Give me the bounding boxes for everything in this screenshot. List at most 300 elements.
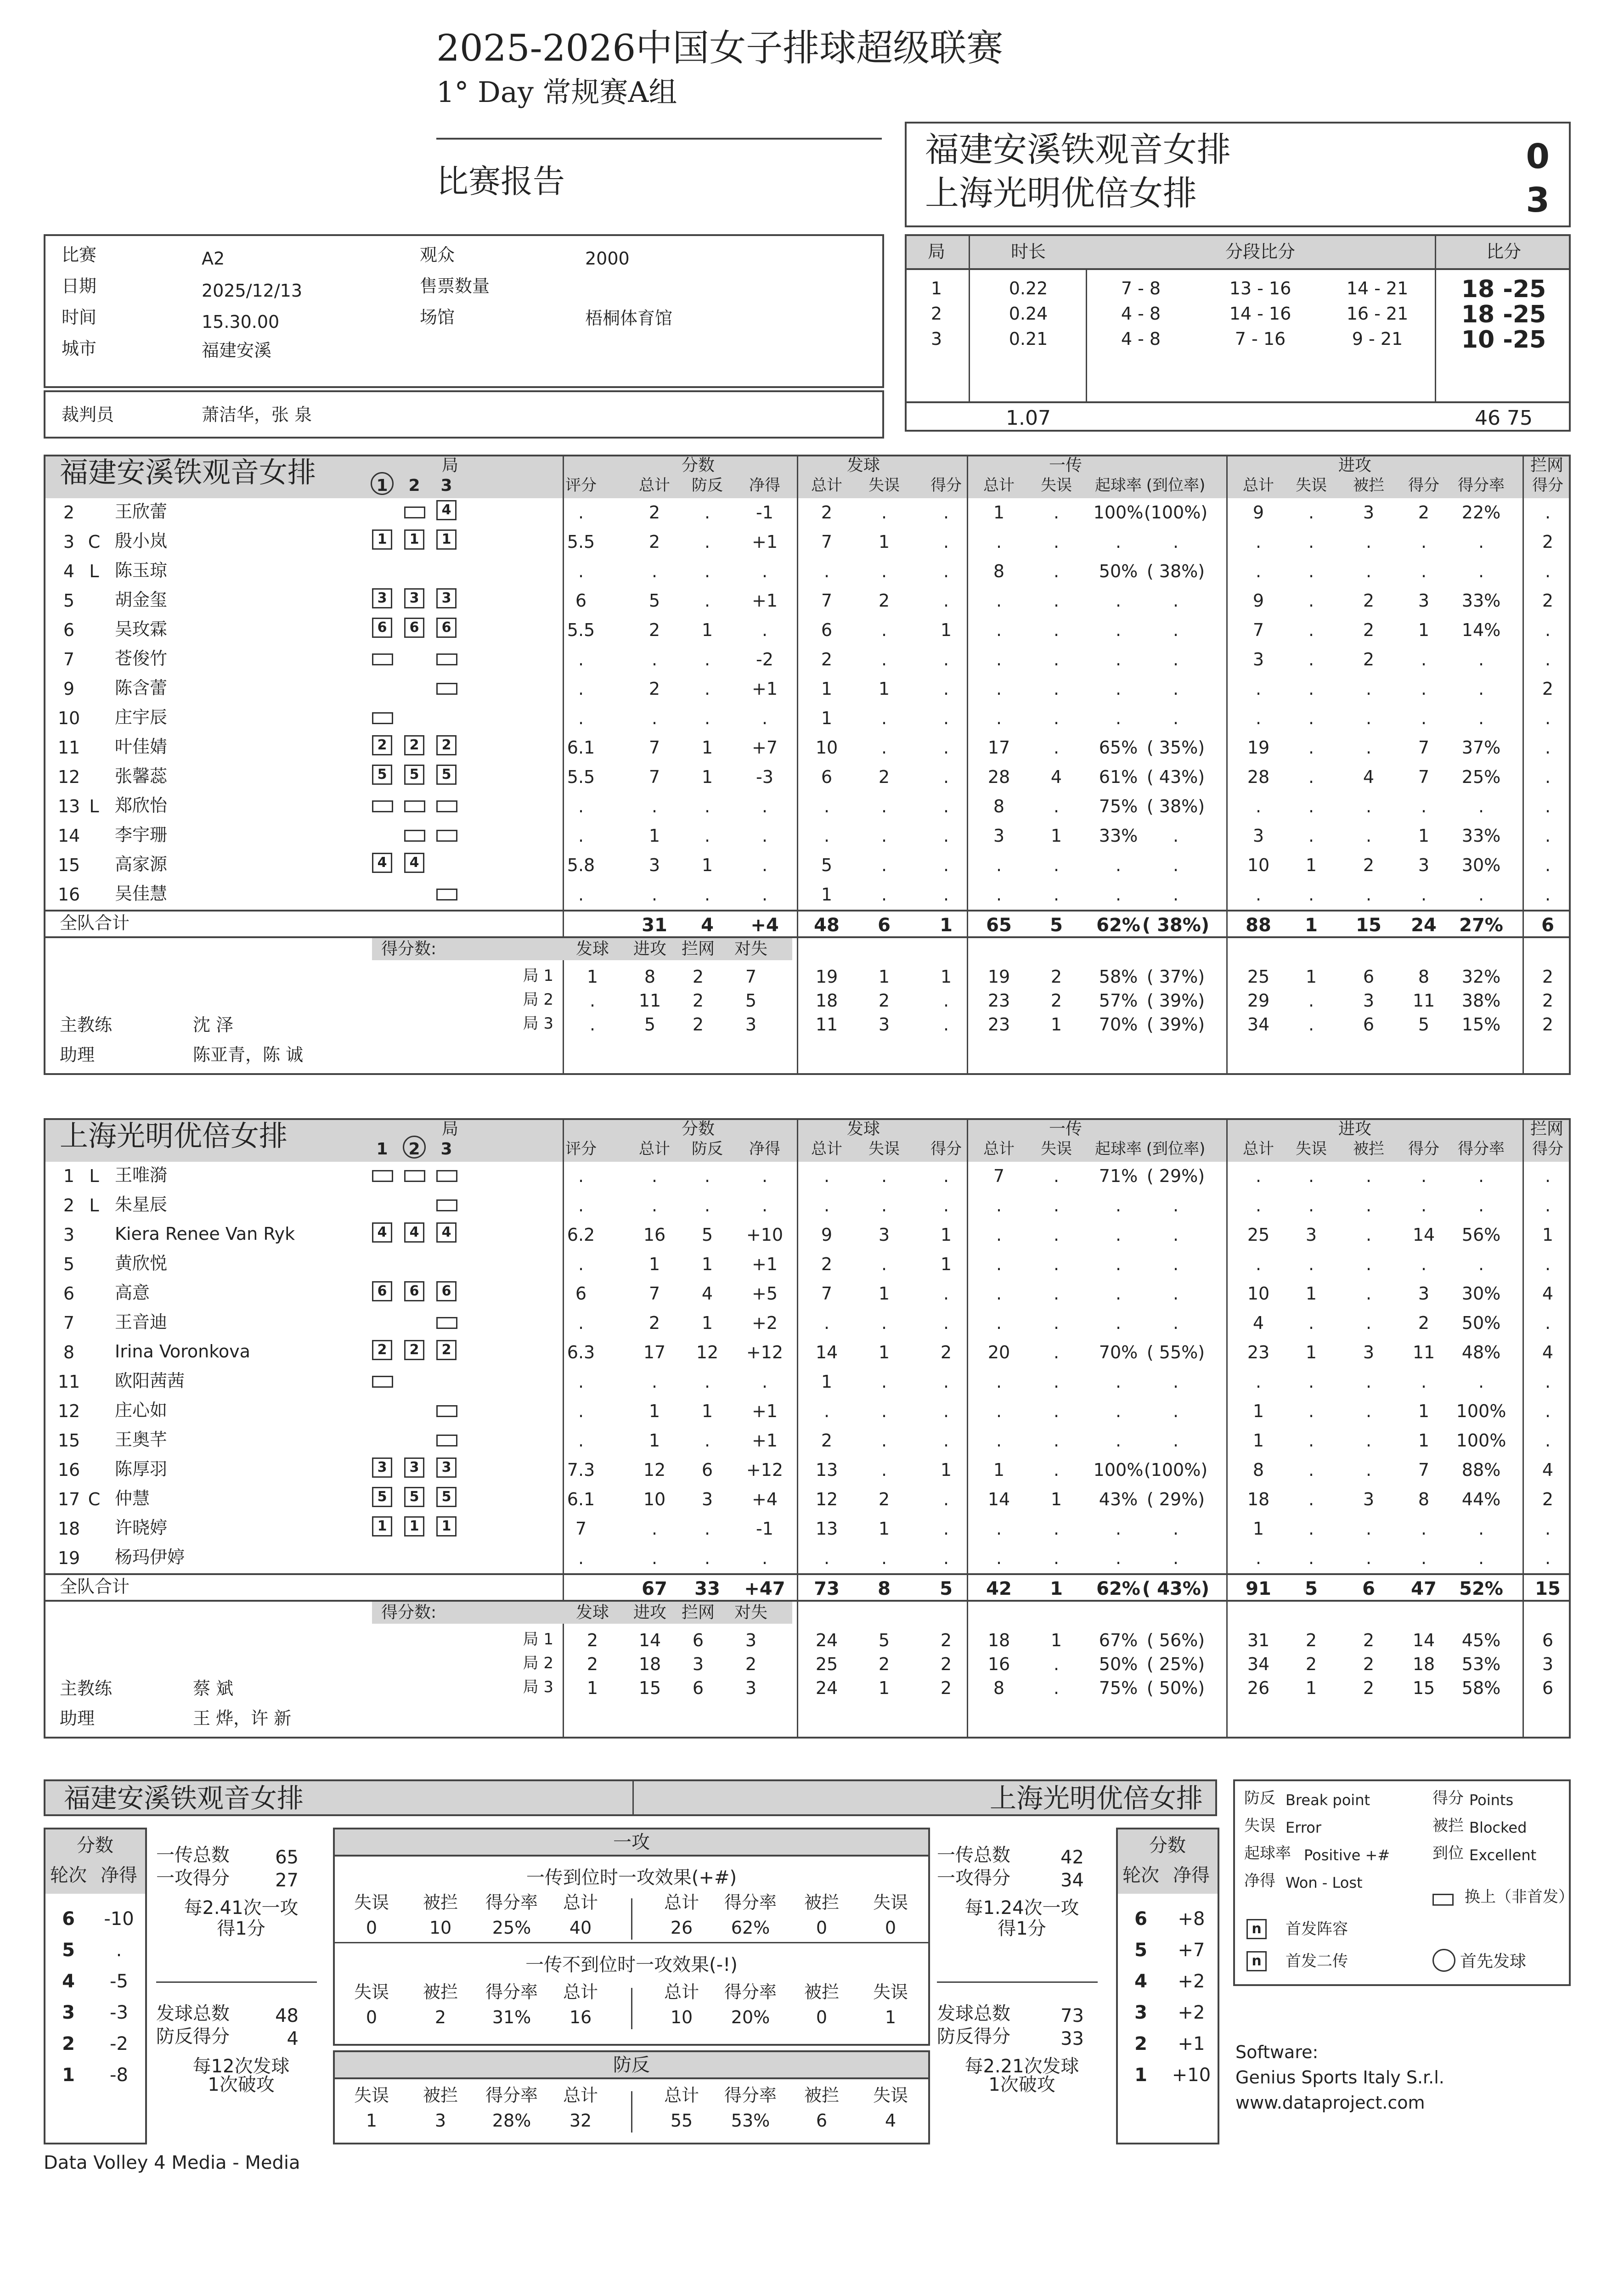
stat-cell: . xyxy=(1053,532,1060,552)
stat-cell: . xyxy=(1115,532,1122,552)
rotation-net: . xyxy=(116,1940,122,1961)
stat-cell: 33% xyxy=(1461,591,1501,611)
set-stat-cell: 18 xyxy=(1412,1654,1435,1674)
stat-cell: 7 xyxy=(575,1519,587,1539)
stat-cell: . xyxy=(1545,502,1551,523)
stat-cell: 7 xyxy=(821,591,833,611)
stat-cell: . xyxy=(704,708,710,728)
stat-cell: . xyxy=(943,767,949,787)
stat-cell: 7 xyxy=(993,1166,1005,1186)
column-header: 总计 xyxy=(1243,1140,1274,1158)
stat-cell: 25 xyxy=(1247,1225,1270,1245)
referees-value: 萧洁华，张 泉 xyxy=(202,405,312,425)
mid-cell: 28% xyxy=(492,2110,531,2131)
stat-cell: 12 xyxy=(643,1460,666,1480)
stat-cell: . xyxy=(1053,1519,1060,1539)
away-serve-ratio: 每2.21次发球 xyxy=(964,2056,1079,2077)
set-stat-cell: . xyxy=(1053,1678,1060,1698)
stat-cell: 1 xyxy=(1252,1401,1264,1421)
stat-cell: . xyxy=(1365,1166,1372,1186)
stat-cell: . xyxy=(1053,649,1060,670)
stat-cell: 6.1 xyxy=(567,1489,595,1509)
team-total-cell: 6 xyxy=(878,915,891,936)
stat-cell: . xyxy=(1308,532,1314,552)
stat-cell: 14% xyxy=(1461,620,1501,640)
home-table-frame xyxy=(44,455,1571,1075)
legend-abbr: 到位 xyxy=(1432,1844,1464,1863)
substitution-marker xyxy=(372,1376,393,1388)
set-col-number: 2 xyxy=(408,1140,420,1159)
stat-cell: 17 xyxy=(987,737,1010,758)
group-attack: 进攻 xyxy=(1338,1120,1372,1138)
stat-cell: 5.8 xyxy=(567,855,595,875)
team-total-cell: 73 xyxy=(814,1578,840,1599)
legend-abbr: 被拦 xyxy=(1432,1817,1464,1835)
set-stat-cell: ( 25%) xyxy=(1146,1654,1205,1674)
legend-desc: Break point xyxy=(1286,1791,1370,1809)
match-code: A2 xyxy=(202,248,225,269)
score-by-cell: 6 xyxy=(692,1630,704,1650)
column-header: 得分率 xyxy=(1458,476,1505,495)
score-by-cell: 7 xyxy=(745,967,757,987)
mid-col-header: 被拦 xyxy=(804,2085,840,2105)
venue-value: 梧桐体育馆 xyxy=(585,308,673,328)
set-stat-cell: 1 xyxy=(1305,1678,1317,1698)
starting-position-box: 1 xyxy=(436,1516,457,1536)
stat-cell: 1 xyxy=(648,1254,660,1274)
score-by-col: 进攻 xyxy=(633,1603,667,1622)
stat-cell: 14 xyxy=(987,1489,1010,1509)
set-partial-1: 4 - 8 xyxy=(1121,304,1161,324)
rotation-number: 2 xyxy=(62,2033,75,2054)
stat-cell: 75% xyxy=(1099,796,1138,816)
fa-title: 一攻 xyxy=(613,1832,650,1853)
stat-cell: . xyxy=(881,826,887,846)
stat-cell: . xyxy=(1365,1313,1372,1333)
mid-cell: 1 xyxy=(885,2007,897,2027)
player-name: 王奥芊 xyxy=(115,1429,168,1450)
score-by-cell: 15 xyxy=(638,1678,661,1698)
stat-cell: . xyxy=(578,884,584,905)
stat-cell: . xyxy=(943,708,949,728)
stat-cell: 30% xyxy=(1461,1283,1501,1304)
set-stat-cell: 2 xyxy=(940,1678,952,1698)
stat-cell: 20 xyxy=(987,1342,1010,1362)
set-stat-cell: 15 xyxy=(1412,1678,1435,1698)
stat-cell: . xyxy=(704,532,710,552)
legend-n2-box: n xyxy=(1246,1951,1267,1971)
score-by-cell: 6 xyxy=(692,1678,704,1698)
stat-cell: . xyxy=(1173,532,1179,552)
set-stat-cell: 26 xyxy=(1247,1678,1270,1698)
player-name: 庄心如 xyxy=(115,1400,168,1420)
stat-cell: . xyxy=(1173,1401,1179,1421)
mid-cell: 6 xyxy=(816,2110,828,2131)
stat-cell: . xyxy=(761,1195,768,1216)
stat-cell: +4 xyxy=(751,1489,778,1509)
stat-cell: . xyxy=(881,1430,887,1451)
score-by-cell: 11 xyxy=(638,990,661,1011)
stat-cell: . xyxy=(1545,855,1551,875)
mid-col-header: 失误 xyxy=(354,1982,389,2002)
stat-cell: . xyxy=(1255,679,1262,699)
score-by-cell: 8 xyxy=(644,967,656,987)
rotation-net: -10 xyxy=(104,1908,134,1930)
stat-cell: 1 xyxy=(878,1342,890,1362)
away-rec-ratio: 每1.24次一攻 xyxy=(964,1897,1079,1919)
set-stat-cell: 8 xyxy=(993,1678,1005,1698)
stat-cell: 4 xyxy=(1542,1283,1554,1304)
team-total-label: 全队合计 xyxy=(60,913,130,933)
column-header: 失误 xyxy=(1296,1140,1327,1158)
stat-cell: 8 xyxy=(1418,1489,1430,1509)
stat-cell: 7 xyxy=(1252,620,1264,640)
player-name: 王欣蕾 xyxy=(115,501,168,522)
stat-cell: . xyxy=(881,1166,887,1186)
legend-abbr: 净得 xyxy=(1244,1872,1275,1890)
mid-cell: 26 xyxy=(670,1918,693,1938)
mid-divider xyxy=(631,1988,632,2029)
stat-cell: . xyxy=(996,1225,1002,1245)
stat-cell: . xyxy=(881,796,887,816)
team-total-cell: ( 43%) xyxy=(1142,1578,1210,1599)
substitution-marker xyxy=(436,1435,457,1446)
stat-cell: 2 xyxy=(648,502,660,523)
stat-cell: 6.3 xyxy=(567,1342,595,1362)
stat-cell: . xyxy=(1308,1195,1314,1216)
stat-cell: . xyxy=(578,679,584,699)
away-rec-total-label: 一传总数 xyxy=(937,1845,1010,1866)
set-stat-cell: 34 xyxy=(1247,1014,1270,1035)
set-stat-cell: 18 xyxy=(815,990,838,1011)
home-serve-total: 48 xyxy=(275,2005,299,2026)
stat-cell: 100% xyxy=(1456,1401,1506,1421)
starting-position-box: 5 xyxy=(372,1487,392,1507)
coach-label: 主教练 xyxy=(60,1678,113,1699)
rotation-number: 5 xyxy=(62,1940,75,1961)
stat-cell: ( 29%) xyxy=(1146,1489,1205,1509)
player-name: 吴佳慧 xyxy=(115,884,168,904)
stat-cell: . xyxy=(651,708,658,728)
stat-cell: +10 xyxy=(746,1225,784,1245)
column-header: 失误 xyxy=(1041,476,1072,495)
stat-cell: . xyxy=(1308,826,1314,846)
stat-cell: . xyxy=(881,1195,887,1216)
starting-position-box: 5 xyxy=(436,765,457,785)
set-stat-cell: 50% xyxy=(1099,1654,1138,1674)
stat-cell: . xyxy=(996,620,1002,640)
team-total-cell: 67 xyxy=(642,1578,667,1599)
stat-cell: . xyxy=(823,1166,830,1186)
score-by-cell: 14 xyxy=(638,1630,661,1650)
stat-cell: 1 xyxy=(940,1225,952,1245)
set-partial-3: 14 - 21 xyxy=(1346,278,1409,298)
stat-cell: 10 xyxy=(815,737,838,758)
set-stat-cell: . xyxy=(1308,990,1314,1011)
rotation-number: 1 xyxy=(1134,2065,1147,2086)
set-stat-cell: 3 xyxy=(1542,1654,1554,1674)
stat-cell: +1 xyxy=(751,1254,778,1274)
home-team-name: 福建安溪铁观音女排 xyxy=(925,130,1231,169)
stat-cell: . xyxy=(1053,708,1060,728)
stat-cell: . xyxy=(823,1401,830,1421)
stat-cell: . xyxy=(943,1166,949,1186)
rotation-net: +7 xyxy=(1178,1940,1205,1961)
starting-position-box: 3 xyxy=(436,1458,457,1478)
player-number: 7 xyxy=(63,1313,75,1333)
score-by-col: 对失 xyxy=(734,1603,768,1622)
away-serve-total-label: 发球总数 xyxy=(937,2003,1010,2024)
stat-cell: . xyxy=(1053,1166,1060,1186)
stat-cell: . xyxy=(578,826,584,846)
set-stat-cell: 1 xyxy=(1050,1014,1062,1035)
score-by-cell: 2 xyxy=(745,1654,757,1674)
stat-cell: 9 xyxy=(1252,502,1264,523)
stat-cell: 1 xyxy=(648,1430,660,1451)
report-title: 比赛报告 xyxy=(436,163,565,200)
team-total-cell: 4 xyxy=(701,915,714,936)
stat-cell: +1 xyxy=(751,591,778,611)
home-rot-sub1: 轮次 xyxy=(50,1865,87,1886)
stat-cell: . xyxy=(1308,1548,1314,1568)
stat-cell: 1 xyxy=(701,1254,713,1274)
home-rotation-box xyxy=(44,1828,147,2144)
stat-cell: . xyxy=(578,708,584,728)
stat-cell: 7 xyxy=(648,1283,660,1304)
stat-cell: 50% xyxy=(1461,1313,1501,1333)
starting-position-box: 1 xyxy=(404,529,424,550)
stat-cell: . xyxy=(943,649,949,670)
ca-title: 防反 xyxy=(613,2054,650,2076)
mid-col-header: 被拦 xyxy=(423,1892,458,1913)
stat-cell: 2 xyxy=(821,1430,833,1451)
stat-cell: . xyxy=(1421,1195,1427,1216)
column-header: 总计 xyxy=(1243,476,1274,495)
stat-cell: . xyxy=(704,679,710,699)
stat-cell: -1 xyxy=(756,1519,773,1539)
stat-cell: . xyxy=(1478,796,1484,816)
stat-cell: 1 xyxy=(821,884,833,905)
stat-cell: . xyxy=(1115,620,1122,640)
starting-position-box: 2 xyxy=(404,735,424,755)
stat-cell: 2 xyxy=(1542,1489,1554,1509)
column-header: 得分 xyxy=(930,476,962,495)
stat-cell: . xyxy=(881,855,887,875)
set-stat-cell: 58% xyxy=(1461,1678,1501,1698)
stat-cell: . xyxy=(823,1195,830,1216)
group-set: 局 xyxy=(441,1120,459,1138)
mid-col-header: 被拦 xyxy=(423,1982,458,2002)
set-label: 局 3 xyxy=(523,1014,553,1033)
stat-cell: . xyxy=(1053,796,1060,816)
stat-cell: . xyxy=(578,1401,584,1421)
set-stat-cell: 32% xyxy=(1461,967,1501,987)
home-ca: 4 xyxy=(287,2028,299,2049)
set-label: 局 1 xyxy=(523,967,553,985)
starting-position-box: 6 xyxy=(372,1281,392,1301)
stat-cell: . xyxy=(1308,1489,1314,1509)
column-header: 总计 xyxy=(983,1140,1015,1158)
score-by-col: 拦网 xyxy=(681,1603,715,1622)
set-partial-2: 7 - 16 xyxy=(1235,329,1286,349)
starting-position-box: 5 xyxy=(436,1487,457,1507)
set-stat-cell: ( 39%) xyxy=(1146,1014,1205,1035)
stat-cell: 1 xyxy=(701,767,713,787)
column-divider xyxy=(797,1120,798,1737)
stat-cell: . xyxy=(1421,1548,1427,1568)
stat-cell: 1 xyxy=(993,502,1005,523)
stat-cell: . xyxy=(1255,1166,1262,1186)
stat-cell: . xyxy=(1115,1401,1122,1421)
set-label: 局 2 xyxy=(523,990,553,1009)
stat-cell: . xyxy=(761,826,768,846)
team-total-cell: 1 xyxy=(1050,1578,1063,1599)
stat-cell: 3 xyxy=(1418,855,1430,875)
team-total-cell: 52% xyxy=(1459,1578,1503,1599)
stat-cell: . xyxy=(1478,1372,1484,1392)
stat-cell: . xyxy=(1365,1430,1372,1451)
player-number: 7 xyxy=(63,649,75,670)
stat-cell: . xyxy=(1053,1254,1060,1274)
software-line2: Genius Sports Italy S.r.l. xyxy=(1235,2067,1444,2088)
stat-cell: ( 35%) xyxy=(1146,737,1205,758)
set-stat-cell: 75% xyxy=(1099,1678,1138,1698)
stat-cell: ( 38%) xyxy=(1146,796,1205,816)
stat-cell: . xyxy=(1545,1313,1551,1333)
player-name: Irina Voronkova xyxy=(115,1341,250,1362)
team-total-cell: 62% xyxy=(1096,1578,1140,1599)
stat-cell: 16 xyxy=(643,1225,666,1245)
column-header: 失误 xyxy=(1041,1140,1072,1158)
stat-cell: 1 xyxy=(878,1283,890,1304)
set-stat-cell: 2 xyxy=(1542,990,1554,1011)
stat-cell: 1 xyxy=(993,1460,1005,1480)
set-stat-cell: 2 xyxy=(1363,1678,1375,1698)
mid-cell: 25% xyxy=(492,1918,531,1938)
mid-cell: 10 xyxy=(429,1918,452,1938)
set-stat-cell: 2 xyxy=(1305,1654,1317,1674)
starting-position-box: 6 xyxy=(436,1281,457,1301)
stat-cell: . xyxy=(651,1548,658,1568)
stat-cell: 3 xyxy=(878,1225,890,1245)
set-partial-1: 4 - 8 xyxy=(1121,329,1161,349)
player-name: 苍俊竹 xyxy=(115,648,168,669)
team-total-cell: 1 xyxy=(1305,915,1318,936)
stat-cell: 28 xyxy=(987,767,1010,787)
stat-cell: . xyxy=(1308,591,1314,611)
set-stat-cell: 11 xyxy=(815,1014,838,1035)
mid-col-header: 得分率 xyxy=(724,1892,777,1913)
player-number: 1 xyxy=(63,1166,75,1186)
column-header: 失误 xyxy=(868,1140,900,1158)
set-stat-cell: 2 xyxy=(940,1630,952,1650)
stat-cell: ( 55%) xyxy=(1146,1342,1205,1362)
legend-sub-label: 换上（非首发） xyxy=(1465,1888,1574,1906)
total-rule-bottom xyxy=(45,936,1569,938)
stat-cell: 7.3 xyxy=(567,1460,595,1480)
fa-neg-title: 一传不到位时一攻效果(-!) xyxy=(525,1954,738,1975)
stat-cell: 1 xyxy=(940,1460,952,1480)
mid-col-header: 被拦 xyxy=(804,1982,840,2002)
set-score: 18 -25 xyxy=(1461,276,1546,303)
stat-cell: -3 xyxy=(756,767,773,787)
stat-cell: 2 xyxy=(1363,591,1375,611)
stat-cell: . xyxy=(704,1548,710,1568)
label-spectators: 观众 xyxy=(420,245,455,265)
player-number: 19 xyxy=(57,1548,80,1568)
set-col-number: 1 xyxy=(376,476,388,495)
mid-col-header: 得分率 xyxy=(485,1982,538,2002)
label-city: 城市 xyxy=(62,338,97,359)
stat-cell: 6 xyxy=(821,620,833,640)
rotation-net: +1 xyxy=(1178,2033,1205,2054)
score-by-cell: 3 xyxy=(745,1678,757,1698)
stat-cell: 9 xyxy=(1252,591,1264,611)
group-block: 拦网 xyxy=(1530,456,1564,475)
stat-cell: . xyxy=(1255,1372,1262,1392)
label-venue: 场馆 xyxy=(420,307,455,327)
stat-cell: 3 xyxy=(1252,826,1264,846)
stat-cell: . xyxy=(943,591,949,611)
player-name: 许晓婷 xyxy=(115,1518,168,1538)
stat-cell: . xyxy=(761,855,768,875)
stat-cell: . xyxy=(1365,796,1372,816)
substitution-marker xyxy=(372,712,393,724)
stat-cell: 1 xyxy=(701,1401,713,1421)
stat-cell: 1 xyxy=(821,679,833,699)
group-serve: 发球 xyxy=(846,1120,880,1138)
stat-cell: . xyxy=(1173,708,1179,728)
stat-cell: 30% xyxy=(1461,855,1501,875)
stat-cell: . xyxy=(881,620,887,640)
starting-position-box: 1 xyxy=(372,529,392,550)
stat-cell: . xyxy=(1255,1548,1262,1568)
stat-cell: . xyxy=(1545,1548,1551,1568)
score-by-cell: 18 xyxy=(638,1654,661,1674)
stat-cell: 2 xyxy=(821,502,833,523)
software-line1: Software: xyxy=(1235,2042,1319,2062)
set-stat-cell: 31 xyxy=(1247,1630,1270,1650)
away-section-name: 上海光明优倍女排 xyxy=(60,1119,288,1153)
stat-cell: . xyxy=(704,884,710,905)
stat-cell: . xyxy=(651,649,658,670)
group-reception: 一传 xyxy=(1049,456,1083,475)
rotation-number: 3 xyxy=(1134,2002,1147,2023)
stat-cell: . xyxy=(1053,884,1060,905)
stat-cell: . xyxy=(943,1283,949,1304)
stat-cell: . xyxy=(1173,1430,1179,1451)
group-points: 分数 xyxy=(681,456,715,475)
home-assistant: 陈亚青，陈 诚 xyxy=(193,1045,304,1065)
stat-cell: 4 xyxy=(1542,1342,1554,1362)
stat-cell: 1 xyxy=(878,679,890,699)
stat-cell: . xyxy=(943,502,949,523)
counter-attack-box xyxy=(333,2050,930,2144)
stat-cell: . xyxy=(1421,796,1427,816)
set-stat-cell: 14 xyxy=(1412,1630,1435,1650)
starting-position-box: 2 xyxy=(436,1340,457,1360)
set-stat-cell: . xyxy=(943,990,949,1011)
set-stat-cell: 16 xyxy=(987,1654,1010,1674)
stat-cell: . xyxy=(761,884,768,905)
team-total-cell: 1 xyxy=(940,915,953,936)
stat-cell: 2 xyxy=(1418,1313,1430,1333)
away-serve-ratio2: 1次破攻 xyxy=(988,2074,1055,2095)
stat-cell: . xyxy=(1173,649,1179,670)
stat-cell: . xyxy=(823,1548,830,1568)
stat-cell: 1 xyxy=(940,1254,952,1274)
first-attack-box xyxy=(333,1828,930,2046)
